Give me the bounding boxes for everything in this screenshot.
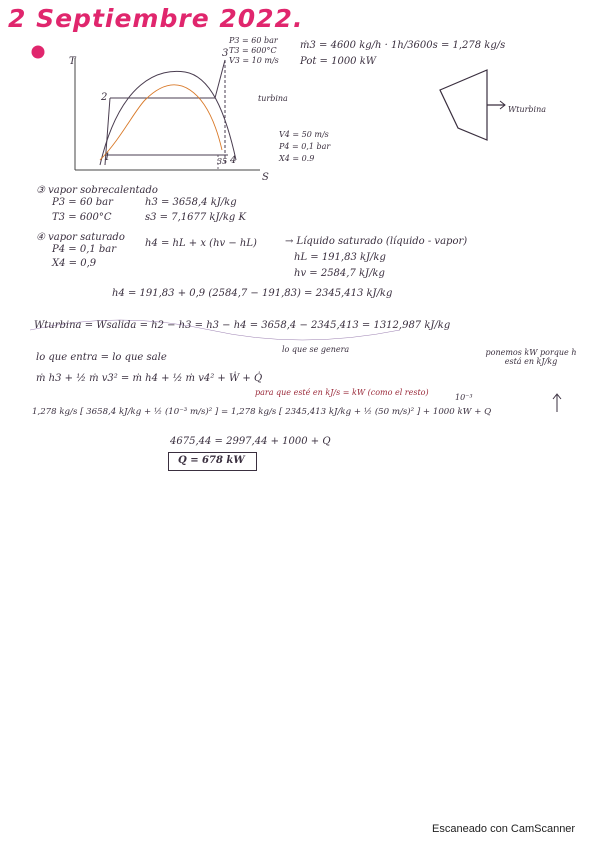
balance-equation: ṁ h3 + ½ ṁ v3² = ṁ h4 + ½ ṁ v4² + Ẇ + Q̇ — [36, 373, 263, 384]
state4-hv: hv = 2584,7 kJ/kg — [294, 268, 385, 279]
state4-p: P4 = 0,1 bar — [279, 142, 331, 151]
turbina-label: turbina — [258, 94, 288, 103]
state4-note: → Líquido saturado (líquido - vapor) — [285, 236, 468, 247]
state3-heading: ③ vapor sobrecalentado — [36, 185, 158, 196]
state3-p: P3 = 60 bar — [229, 36, 278, 45]
kw-note: ponemos kW porque h está en kJ/kg — [485, 348, 577, 366]
turbine-icon — [440, 70, 487, 140]
state3-temperature: T3 = 600°C — [52, 212, 112, 223]
state4-heading: ④ vapor saturado — [36, 232, 125, 243]
point-4-label: 4 — [230, 155, 237, 166]
state4-hl: hL = 191,83 kJ/kg — [294, 252, 386, 263]
state3-pressure: P3 = 60 bar — [52, 197, 113, 208]
generated-note: lo que se genera — [282, 345, 350, 354]
problem-number-marker — [32, 46, 45, 59]
state4-v: V4 = 50 m/s — [279, 130, 329, 139]
state3-t: T3 = 600°C — [229, 46, 277, 55]
state3-entropy: s3 = 7,1677 kJ/kg K — [145, 212, 246, 223]
substitution: 1,278 kg/s [ 3658,4 kJ/kg + ½ (10⁻³ m/s)² ] = 1,278 kg/s [ 2345,413 kJ/kg + ½ (50 m/s)² ] + 1000 kW + Q — [32, 407, 492, 417]
state4-h4-calc: h4 = 191,83 + 0,9 (2584,7 − 191,83) = 2345,413 kJ/kg — [112, 288, 393, 299]
s-axis-label: S — [262, 172, 269, 183]
state4-quality: X4 = 0,9 — [52, 258, 97, 269]
page-title: 2 Septiembre 2022. — [8, 4, 304, 33]
t-axis-label: T — [69, 56, 76, 67]
state4-pressure: P4 = 0,1 bar — [52, 244, 117, 255]
point-2-label: 2 — [101, 92, 108, 103]
exp-note: 10⁻³ — [455, 393, 473, 402]
unit-note: para que esté en kJ/s = kW (como el resto) — [255, 388, 429, 397]
state4-formula: h4 = hL + x (hv − hL) — [145, 238, 257, 249]
point-1-label: 1 — [104, 152, 111, 163]
turbine-output-label: Wturbina — [508, 105, 547, 114]
scanner-footer: Escaneado con CamScanner — [432, 823, 576, 835]
state4-x: X4 = 0.9 — [279, 154, 315, 163]
point-3-label: 3 — [222, 48, 229, 59]
answer: Q = 678 kW — [178, 455, 245, 466]
result-line: 4675,44 = 2997,44 + 1000 + Q — [170, 436, 331, 447]
mass-flow: ṁ3 = 4600 kg/h · 1h/3600s = 1,278 kg/s — [300, 40, 506, 51]
wavy-line — [100, 85, 222, 160]
work-turbine: Wturbina = Wsalida = h2 − h3 = h3 − h4 = 3658,4 − 2345,413 = 1312,987 kJ/kg — [34, 320, 451, 331]
point-35-label: 35 — [217, 157, 228, 166]
state3-enthalpy: h3 = 3658,4 kJ/kg — [145, 197, 237, 208]
state3-v: V3 = 10 m/s — [229, 56, 279, 65]
balance-statement: lo que entra = lo que sale — [36, 352, 167, 363]
power: Pot = 1000 kW — [300, 56, 377, 67]
